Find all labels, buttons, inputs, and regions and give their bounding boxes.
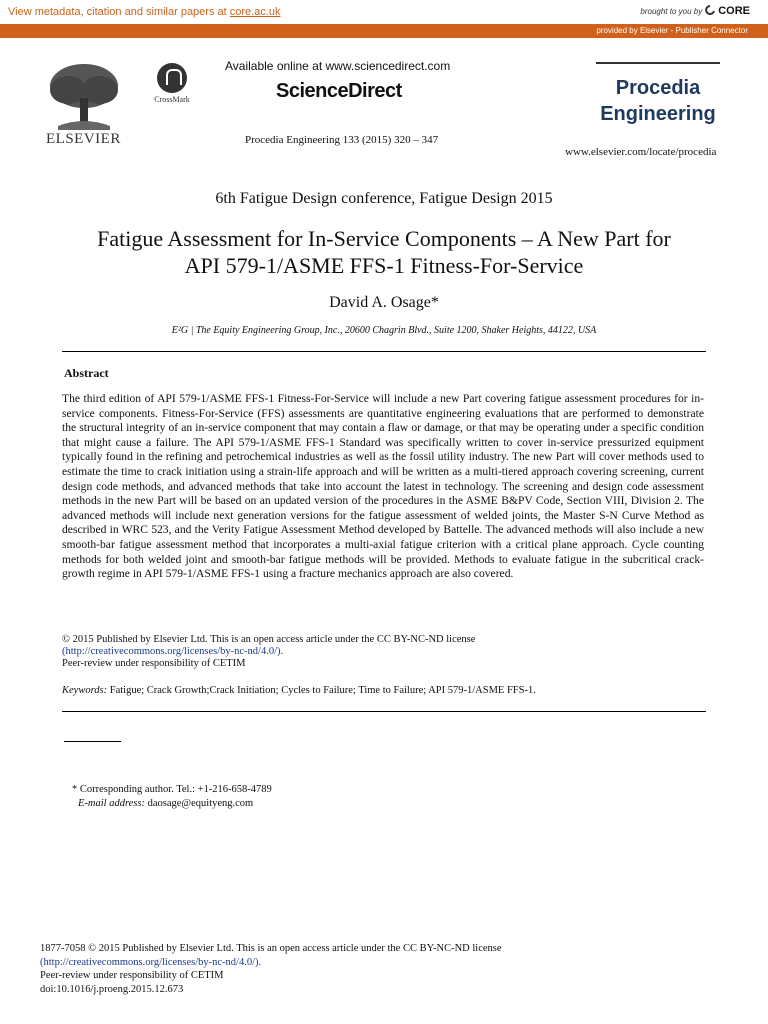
- core-name: CORE: [718, 5, 750, 17]
- journal-name-line1: Procedia: [615, 77, 701, 99]
- core-logo-icon: [705, 5, 715, 17]
- journal-url[interactable]: www.elsevier.com/locate/procedia: [565, 146, 717, 158]
- copyright-block: [62, 634, 702, 670]
- issn-line: 1877-7058 © 2015 Published by Elsevier Ltd. This is an open access article under the CC BY-NC-ND license: [40, 943, 502, 954]
- provided-by-text: provided by Elsevier - Publisher Connector: [596, 26, 748, 35]
- copyright-line: © 2015 Published by Elsevier Ltd. This is an open access article under the CC BY-NC-ND license: [62, 634, 476, 645]
- keywords-line: [62, 685, 702, 696]
- email-line: [72, 797, 272, 811]
- crossmark-label: CrossMark: [154, 95, 190, 104]
- email-address[interactable]: daosage@equityeng.com: [147, 797, 254, 809]
- footer-peer-review: Peer-review under responsibility of CETIM: [40, 970, 224, 981]
- sciencedirect-logo: ScienceDirect: [276, 80, 402, 102]
- email-label: E-mail address:: [78, 797, 145, 809]
- crossmark-icon: [157, 63, 187, 93]
- journal-reference: Procedia Engineering 133 (2015) 320 – 347: [245, 134, 439, 146]
- title-line1: Fatigue Assessment for In-Service Components – A New Part for: [97, 226, 671, 251]
- keywords-label: Keywords:: [62, 685, 108, 696]
- paper-title: [40, 225, 728, 279]
- corresponding-author-note: [72, 783, 272, 810]
- title-line2: API 579-1/ASME FFS-1 Fitness-For-Service: [184, 253, 584, 278]
- crossmark-badge[interactable]: [152, 63, 192, 109]
- core-link-text[interactable]: core.ac.uk: [229, 6, 281, 18]
- available-online-text: Available online at www.sciencedirect.com: [225, 59, 451, 73]
- abstract-text: The third edition of API 579-1/ASME FFS-1 Fitness-For-Service will include a new Part covering fatigue assessment procedures for in-service components. Fitness-For-Service (FFS) assessments are quantitative engineering evaluations that are performed to demonstrate the structural integrity of an in-service component that may contain a flaw or damage, or that may be operating under a specific condition that might cause a failure. The API 579-1/ASME FFS-1 Standard was specifically written to cover in-service pressurized equipment typically found in the refining and petrochemical industries as well as the fossil utility industry. The new Part will cover methods used to estimate the time to crack initiation using a strain-life approach and will be written as a multi-tiered approach covering screening, current design code methods, and advanced methods that take into account the latest in technology. The screening and design code assessment methods in the new Part will be based on an updated version of the procedures in the ASME B&PV Code, Section VIII, Division 2. The advanced methods will include next generation versions for the fatigue assessment of welded joints, the Master S-N Curve Method as described in WRC 523, and the Verity Fatigue Assessment Method developed by Battelle. The advanced methods will also include a new smooth-bar fatigue assessment method that incorporates a multi-axial fatigue criterion with a critical plane approach. Cycle counting methods for both welded joint and smooth-bar fatigue methods will be provided. Methods to evaluate fatigue in the subcritical crack-growth regime in API 579-1/ASME FFS-1 using a fracture mechanics approach are also covered.: [62, 392, 704, 581]
- core-brand[interactable]: [640, 5, 750, 17]
- keywords-text: Fatigue; Crack Growth;Crack Initiation; Cycles to Failure; Time to Failure; API 579-1/ASME FFS-1.: [109, 685, 536, 696]
- peer-review-line: Peer-review under responsibility of CETIM: [62, 658, 246, 669]
- divider: [62, 351, 706, 352]
- divider: [62, 711, 706, 712]
- abstract-heading: Abstract: [64, 366, 109, 380]
- brought-by-text: brought to you by: [640, 6, 703, 16]
- journal-name-line2: Engineering: [600, 103, 716, 125]
- footnote-rule: [64, 741, 121, 742]
- doi[interactable]: doi:10.1016/j.proeng.2015.12.673: [40, 983, 184, 995]
- journal-name: [596, 75, 720, 127]
- corresponding-author: * Corresponding author. Tel.: +1-216-658-4789: [72, 784, 272, 795]
- core-link-prefix: View metadata, citation and similar papers at: [8, 6, 230, 18]
- core-metadata-link[interactable]: [8, 6, 281, 18]
- footer-license-link[interactable]: (http://creativecommons.org/licenses/by-nc-nd/4.0/).: [40, 956, 262, 968]
- author-name: David A. Osage*: [329, 294, 439, 311]
- license-link[interactable]: (http://creativecommons.org/licenses/by-nc-nd/4.0/).: [62, 646, 284, 657]
- page-footer: [40, 942, 502, 996]
- elsevier-wordmark: ELSEVIER: [46, 131, 121, 147]
- conference-name: 6th Fatigue Design conference, Fatigue Design 2015: [215, 190, 553, 207]
- author-affiliation: E²G | The Equity Engineering Group, Inc., 20600 Chagrin Blvd., Suite 1200, Shaker Heights, 44122, USA: [171, 325, 597, 336]
